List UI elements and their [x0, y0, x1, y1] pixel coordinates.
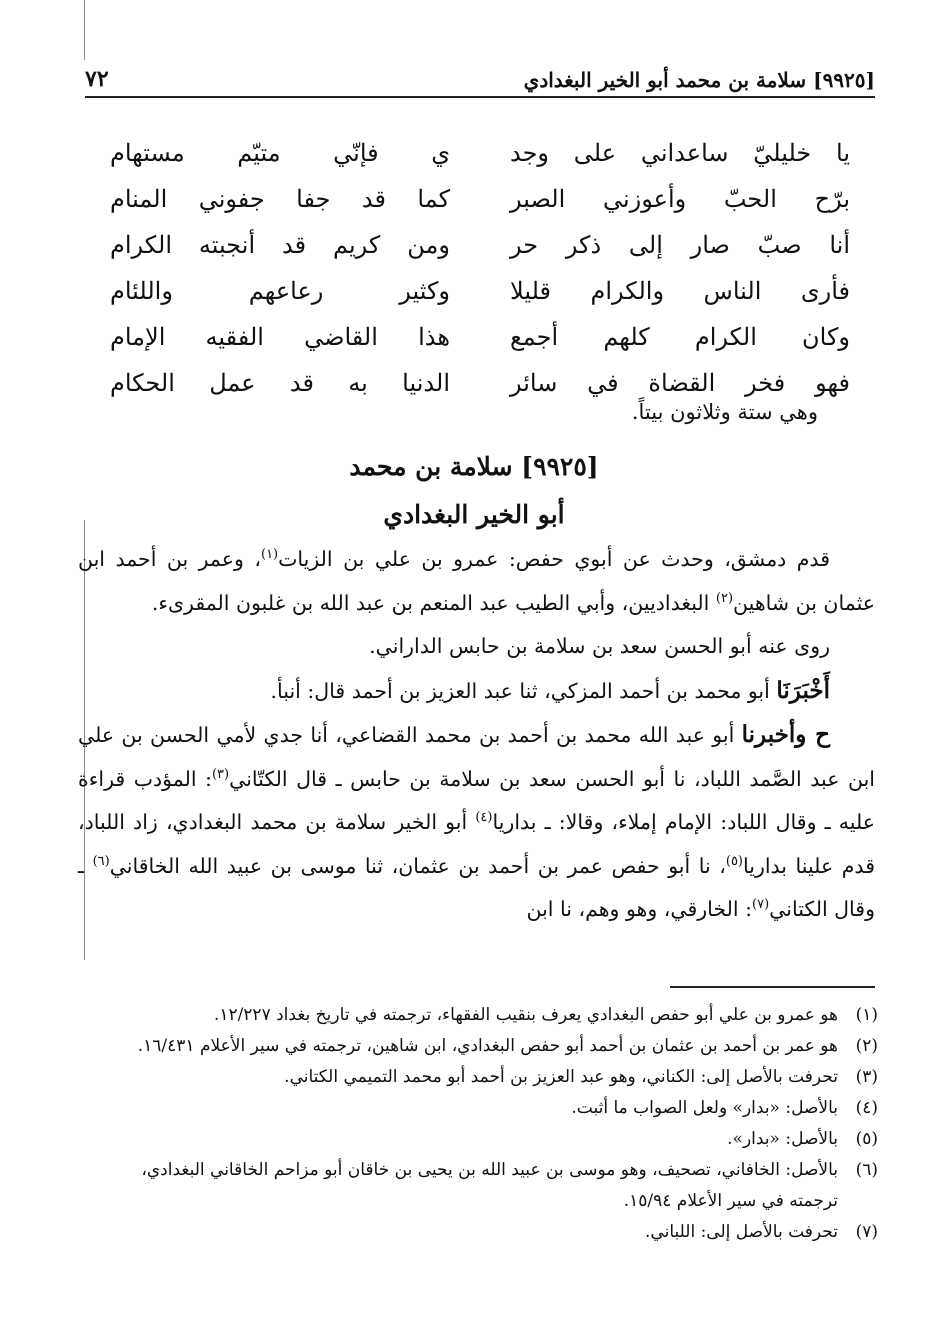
- footnote: [110, 1062, 878, 1093]
- text-run: ـ وقال الكتاني: [78, 853, 875, 921]
- footnote-number: (٤): [855, 1098, 878, 1118]
- paragraph: [78, 538, 875, 625]
- running-title: [٩٩٢٥] سلامة بن محمد أبو الخير البغدادي: [523, 68, 875, 92]
- footnote: [110, 1124, 878, 1155]
- footnote-number: (٦): [855, 1160, 878, 1180]
- verse-first-half: أنا صبّ صار إلى ذكر حر: [510, 231, 850, 259]
- footnote-text: هو عمر بن أحمد بن عثمان بن أحمد أبو حفص البغدادي، ابن شاهين، ترجمته في سير الأعلام ١٦/٤٣١.: [137, 1036, 838, 1056]
- footnote-ref[interactable]: (٧): [752, 897, 770, 913]
- entry-body: [78, 538, 875, 932]
- footnote-text: بالأصل: «بدار» ولعل الصواب ما أثبت.: [571, 1098, 838, 1118]
- verse-first-half: وكان الكرام كلهم أجمع: [510, 323, 850, 351]
- verse-second-half: الدنيا به قد عمل الحكام: [110, 369, 450, 397]
- entry-subtitle: أبو الخير البغدادي: [383, 500, 565, 529]
- footnote-number: (١): [855, 1005, 878, 1025]
- poem-verse: [110, 222, 850, 268]
- verse-first-half: برّح الحبّ وأعوزني الصبر: [510, 185, 850, 213]
- footnote: [110, 1093, 878, 1124]
- poem-verse: [110, 268, 850, 314]
- verse-second-half: وكثير رعاعهم واللئام: [110, 277, 450, 305]
- footnote-ref[interactable]: (٦): [92, 853, 110, 869]
- footnote-number: (٥): [855, 1129, 878, 1149]
- paragraph: [78, 669, 875, 714]
- poem-note: وهي ستة وثلاثون بيتاً.: [631, 400, 818, 424]
- verse-first-half: فهو فخر القضاة في سائر: [510, 369, 850, 397]
- footnote-ref[interactable]: (١): [260, 547, 279, 563]
- footnote-text: بالأصل: «بدار».: [727, 1129, 838, 1149]
- scan-edge-line: [84, 0, 85, 60]
- page-number: ٧٢: [85, 66, 109, 92]
- footnote-number: (٣): [855, 1067, 878, 1087]
- text-run: روى عنه أبو الحسن سعد بن سلامة بن حابس الداراني.: [369, 634, 830, 658]
- verse-first-half: يا خليليّ ساعداني على وجد: [510, 139, 850, 167]
- footnote-number: (٢): [855, 1036, 878, 1056]
- verse-second-half: ي فإنّي متيّم مستهام: [110, 139, 450, 167]
- footnote-text: تحرفت بالأصل إلى: الكناني، وهو عبد العزيز بن أحمد أبو محمد التميمي الكتاني.: [284, 1067, 838, 1087]
- text-run: ، وعمر بن أحمد ابن عثمان بن شاهين: [78, 547, 875, 615]
- poem: [110, 130, 850, 406]
- text-run: أبو الخير سلامة بن محمد البغدادي، زاد اللباد، قدم علينا بداريا: [78, 810, 875, 878]
- paragraph: [78, 713, 875, 932]
- verse-second-half: هذا القاضي الفقيه الإمام: [110, 323, 450, 351]
- text-run: البغداديين، وأبي الطيب عبد المنعم بن عبد الله بن غلبون المقرىء.: [151, 590, 716, 615]
- poem-verse: [110, 176, 850, 222]
- footnote-text: هو عمرو بن علي أبو حفص البغدادي يعرف بنقيب الفقهاء، ترجمته في تاريخ بغداد ١٢/٢٢٧.: [213, 1005, 838, 1025]
- paragraph: [78, 625, 875, 669]
- footnote-number: (٧): [855, 1222, 878, 1242]
- poem-verse: [110, 130, 850, 176]
- verse-second-half: كما قد جفا جفوني المنام: [110, 185, 450, 213]
- verse-first-half: فأرى الناس والكرام قليلا: [510, 277, 850, 305]
- footnotes: [110, 1000, 878, 1248]
- footnote: [110, 1000, 878, 1031]
- footnote: [110, 1031, 878, 1062]
- footnote-separator: [670, 986, 875, 988]
- footnote-ref[interactable]: (٣): [211, 766, 230, 782]
- entry-title: [٩٩٢٥] سلامة بن محمد: [349, 452, 599, 481]
- isnad-keyword: أَخْبَرَنَا: [776, 676, 830, 704]
- footnote-continuation: [110, 1186, 878, 1217]
- text-run: : الخارقي، وهو وهم، نا ابن: [526, 897, 753, 921]
- footnote: [110, 1217, 878, 1248]
- footnote-ref[interactable]: (٢): [715, 590, 734, 606]
- footnote-text: تحرفت بالأصل إلى: اللباني.: [645, 1222, 838, 1242]
- text-run: أبو محمد بن أحمد المزكي، ثنا عبد العزيز بن أحمد قال: أنبأ.: [270, 678, 777, 703]
- footnote-text: ترجمته في سير الأعلام ١٥/٩٤.: [623, 1191, 838, 1211]
- page-header: [85, 58, 875, 98]
- footnote-ref[interactable]: (٤): [475, 810, 493, 826]
- footnote-ref[interactable]: (٥): [725, 853, 743, 869]
- text-run: أبو عبد الله محمد بن أحمد بن محمد القضاعي، أنا جدي لأمي الحسن بن علي ابن عبد الصَّمد اللباد، نا أبو الحسن سعد بن سلامة بن حابس ـ قال الكتّاني: [78, 723, 875, 791]
- footnote: [110, 1155, 878, 1186]
- isnad-keyword: ح وأخبرنا: [741, 721, 831, 748]
- text-run: قدم دمشق، وحدث عن أبوي حفص: عمرو بن علي بن الزيات: [278, 547, 830, 571]
- text-run: : المؤدب قراءة عليه ـ وقال اللباد: الإمام إملاء، وقالا: ـ بداريا: [78, 766, 875, 834]
- footnote-text: بالأصل: الخافاني، تصحيف، وهو موسى بن عبيد الله بن يحيى بن خاقان أبو مزاحم الخاقاني البغدادي،: [141, 1160, 838, 1180]
- poem-verse: [110, 314, 850, 360]
- text-run: ، نا أبو حفص عمر بن أحمد بن عثمان، ثنا موسى بن عبيد الله الخاقاني: [109, 853, 726, 878]
- verse-second-half: ومن كريم قد أنجبته الكرام: [110, 231, 450, 259]
